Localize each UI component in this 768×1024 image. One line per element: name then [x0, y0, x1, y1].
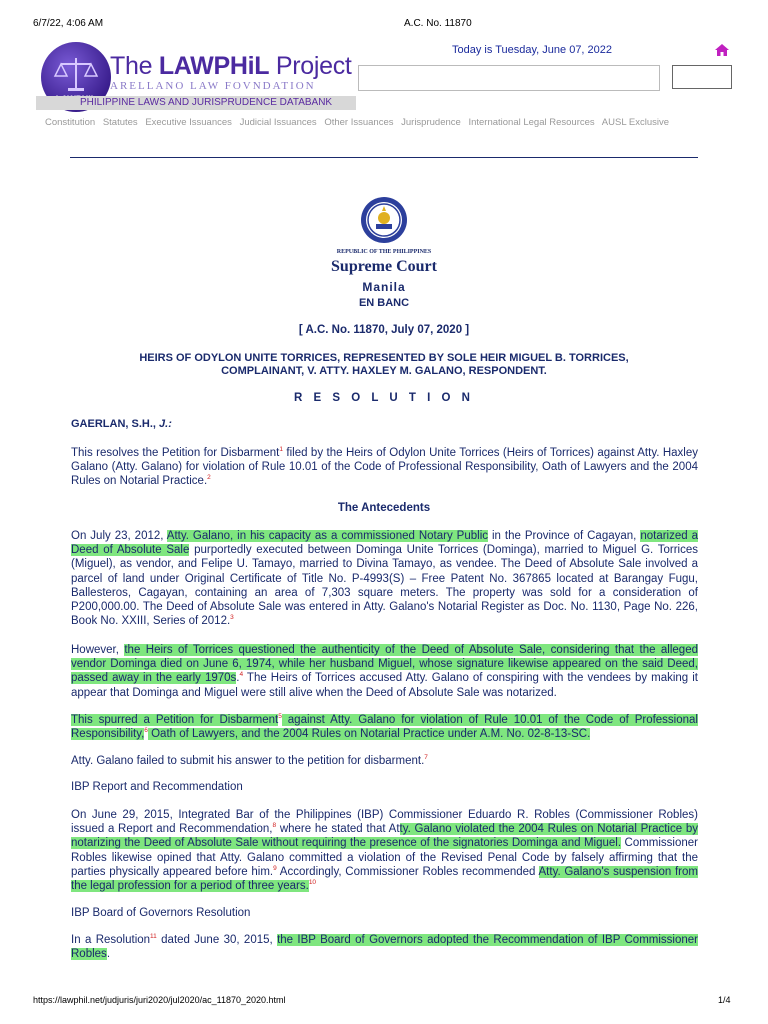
home-icon[interactable] [714, 43, 730, 62]
header-divider [70, 157, 698, 158]
nav-jurisprudence[interactable]: Jurisprudence [401, 117, 461, 128]
court-city: Manila [362, 280, 406, 294]
paragraph-5: Atty. Galano failed to submit his answer to the petition for disbarment.$^7$ [71, 754, 428, 767]
nav-judicial-issuances[interactable]: Judicial Issuances [239, 117, 317, 128]
search-button[interactable] [672, 65, 732, 89]
nav-constitution[interactable]: Constitution [45, 117, 96, 128]
footnote-2[interactable]: 2 [207, 474, 211, 482]
footnote-9[interactable]: 9 [273, 864, 277, 872]
section-ibp-board: IBP Board of Governors Resolution [71, 907, 251, 919]
footnote-6[interactable]: 6 [144, 727, 148, 735]
division-label: EN BANC [358, 297, 410, 309]
section-ibp-report: IBP Report and Recommendation [71, 781, 243, 793]
paragraph-1: This resolves the Petition for Disbarment$^1$ filed by the Heirs of Odylon Unite Torrices (Heirs of Torrices) against Atty. Haxley Galano (Atty. Galano) for violation of Rule 10.01 of the Code of Professional Responsibility, Oath of Lawyers and the 2004 Rules on Notarial Practice.$^2$ [71, 446, 698, 488]
footnote-1[interactable]: 1 [279, 446, 283, 454]
ponente: GAERLAN, S.H., J.: [71, 418, 172, 430]
footer-page: 1/4 [718, 995, 731, 1005]
document-type: R E S O L U T I O N [294, 392, 474, 404]
nav-other-issuances[interactable]: Other Issuances [324, 117, 394, 128]
search-input[interactable] [358, 65, 660, 91]
parties-line-1: HEIRS OF ODYLON UNITE TORRICES, REPRESENTED BY SOLE HEIR MIGUEL B. TORRICES, [139, 352, 629, 364]
nav-executive-issuances[interactable]: Executive Issuances [145, 117, 232, 128]
case-number: [ A.C. No. 11870, July 07, 2020 ] [298, 324, 470, 336]
paragraph-3: However, the Heirs of Torrices questioned the authenticity of the Deed of Absolute Sale, considering that the alleged vendor Dominga died on June 6, 1974, while her husband Miguel, whose signature likewise appeared on the said Deed, passed away in the early 1970s.$^4$ The Heirs of Torrices accused Atty. Galano of conspiring with the vendees by making it appear that Dominga and Miguel were still alive when the Deed of Absolute Sale was notarized. [71, 644, 698, 699]
footnote-3[interactable]: 3 [230, 614, 234, 622]
court-name: Supreme Court [331, 258, 437, 275]
nav-international-legal-resources[interactable]: International Legal Resources [468, 117, 595, 128]
print-doc-title: A.C. No. 11870 [404, 18, 472, 29]
supreme-court-seal-icon [360, 196, 408, 249]
footnote-5[interactable]: 5 [278, 713, 282, 721]
today-date: Today is Tuesday, June 07, 2022 [452, 44, 613, 56]
republic-label: REPUBLIC OF THE PHILIPPINES [336, 249, 432, 255]
section-antecedents: The Antecedents [337, 502, 431, 514]
paragraph-7: In a Resolution$^{11}$ dated June 30, 2015, the IBP Board of Governors adopted the Recommendation of IBP Commissioner Robles. [71, 933, 698, 961]
print-datetime: 6/7/22, 4:06 AM [33, 18, 104, 29]
paragraph-4: This spurred a Petition for Disbarment$^5$ against Atty. Galano for violation of Rule 10.01 of the Code of Professional Responsibility,$^6$ Oath of Lawyers, and the 2004 Rules on Notarial Practice under A.M. No. 02-8-13-SC. [71, 713, 698, 741]
foundation-name: ARELLANO LAW FOVNDATION [110, 80, 316, 92]
paragraph-6: On June 29, 2015, Integrated Bar of the Philippines (IBP) Commissioner Eduardo R. Robles (Commissioner Robles) issued a Report and Recommendation,$^8$ where he stated that Atty. Galano violated the 2004 Rules on Notarial Practice by notarizing the Deed of Absolute Sale without requiring the presence of the signatories Dominga and Miguel. Commissioner Robles likewise opined that Atty. Galano committed a violation of the Revised Penal Code by falsely affirming that the parties physically appeared before him.$^9$ Accordingly, Commissioner Robles recommended Atty. Galano's suspension from the legal profession for a period of three years.$^{10}$ [71, 809, 699, 893]
databank-band [36, 96, 356, 110]
paragraph-2: On July 23, 2012, Atty. Galano, in his capacity as a commissioned Notary Public in the Province of Cagayan, notarized a Deed of Absolute Sale purportedly executed between Dominga Unite Torrices (Dominga), married to Miguel G. Torrices (Miguel), as vendor, and Felipe U. Tamayo, married to Divina Tamayo, as vendee. The Deed of Absolute Sale involved a parcel of land under Original Certificate of Title No. P-4993(S) – Free Patent No. 367865 located at Barangay Fugu, Ballesteros, Cagayan, containing an area of 7,303 square meters. The property was sold for a consideration of P200,000.00. The Deed of Absolute Sale was entered in Atty. Galano's Notarial Register as Doc. No. 1130, Page No. 226, Book No. XXIII, Series of 2012.$^3$ [71, 530, 699, 628]
footnote-8[interactable]: 8 [272, 822, 277, 830]
site-title[interactable]: The LAWPHiL Project [110, 52, 352, 80]
nav-ausl-exclusive[interactable]: AUSL Exclusive [601, 117, 670, 128]
footnote-7[interactable]: 7 [424, 754, 428, 762]
footnote-4[interactable]: 4 [239, 671, 244, 679]
parties-line-2: COMPLAINANT, V. ATTY. HAXLEY M. GALANO, RESPONDENT. [221, 365, 547, 377]
footer-url: https://lawphil.net/judjuris/juri2020/jul2020/ac_11870_2020.html [33, 995, 286, 1005]
footnote-10[interactable]: 10 [308, 879, 317, 887]
main-nav [45, 117, 674, 128]
case-parties [0, 352, 768, 378]
footnote-11[interactable]: 11 [150, 933, 157, 941]
databank-label: PHILIPPINE LAWS AND JURISPRUDENCE DATABANK [80, 97, 333, 108]
nav-statutes[interactable]: Statutes [102, 117, 138, 128]
